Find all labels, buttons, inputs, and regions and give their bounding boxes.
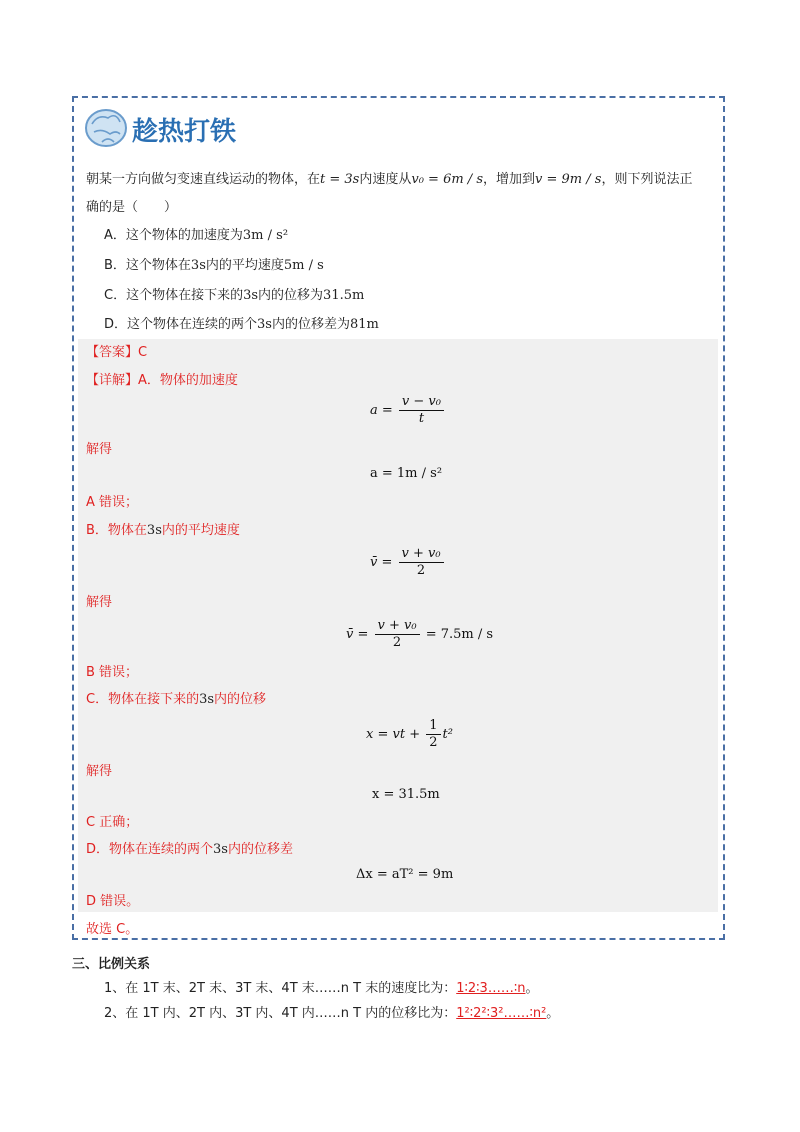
eq1-lhs: a = [370,403,393,418]
solve-2: 解得 [86,595,113,610]
c-verdict: C 正确； [86,815,139,830]
equation-1 [370,394,446,427]
option-d [104,315,379,335]
stem-part4: ，则下列说法正 [601,172,693,187]
a-verdict: A 错误； [86,495,139,510]
option-b [104,256,324,276]
option-c-value: 31.5m [323,288,365,303]
option-b-value: 5m / s [283,258,324,273]
ratio-item-1-end: 。 [525,981,539,996]
ratio-item-1-answer: 1∶2∶3……∶n [456,981,526,996]
equation-3 [370,546,446,579]
question-stem-line2: 确的是（ ） [86,200,178,215]
detail-label: 【详解】 [86,373,139,388]
eq4-den: 2 [392,635,402,650]
equation-7: Δx = aT² = 9m [356,867,454,882]
d-intro-2: 内的位移差 [227,842,293,857]
option-a-prefix: A．这个物体的加速度为 [104,228,243,243]
b-intro [86,521,240,541]
ratio-item-2-prefix: 2、在 1T 内、2T 内、3T 内、4T 内……n T 内的位移比为： [104,1006,457,1021]
logo-text: 趁热打铁 [132,117,237,147]
option-a [104,226,288,246]
eq4-lhs: v̄ = [346,627,369,642]
conclusion: 故选 C。 [86,922,139,937]
d-verdict: D 错误。 [86,894,140,909]
section-3-title: 三、比例关系 [72,957,151,972]
ratio-item-1-prefix: 1、在 1T 末、2T 末、3T 末、4T 末……n T 末的速度比为： [104,981,457,996]
b-intro-2: 内的平均速度 [161,523,240,538]
eq1-den: t [418,411,425,426]
eq3-num: v + v₀ [399,546,444,563]
option-d-prefix: D．这个物体在连续的两个 [104,317,258,332]
option-d-mid: 3s [257,317,272,332]
option-b-suffix: 内的平均速度 [205,258,284,273]
c-intro-2: 内的位移 [214,692,267,707]
a-intro: A．物体的加速度 [138,373,238,388]
eq5-num: 1 [426,718,440,735]
eq5-lhs: x = vt + [366,727,421,742]
eq4-rhs: = 7.5m / s [425,627,494,642]
eq5-frac [426,718,440,751]
ratio-item-2-answer: 1²∶2²∶3²……∶n² [456,1006,547,1021]
ratio-item-2-end: 。 [546,1006,560,1021]
equation-6: x = 31.5m [372,787,440,802]
d-intro-1: D．物体在连续的两个 [86,842,214,857]
option-d-value: 81m [349,317,379,332]
eq5-den: 2 [429,735,438,750]
solve-1: 解得 [86,442,113,457]
stem-part3: ，增加到 [483,172,536,187]
ratio-item-2 [104,1004,559,1024]
option-c-mid: 3s [243,288,259,303]
equation-2: a = 1m / s² [370,466,443,481]
question-stem-line1 [86,170,692,190]
equation-4 [346,618,493,651]
c-intro-mid: 3s [199,692,215,707]
option-d-suffix: 内的位移差为 [271,317,350,332]
stem-v: v = 9m / s [535,172,602,187]
d-intro-mid: 3s [213,842,228,857]
c-intro-1: C．物体在接下来的 [86,692,200,707]
option-c-prefix: C．这个物体在接下来的 [104,288,244,303]
eq3-den: 2 [416,563,426,578]
stem-part2: 内速度从 [359,172,412,187]
ratio-item-1 [104,979,538,999]
eq1-frac [399,394,444,427]
eq3-frac [399,546,444,579]
detail-a-line [86,371,238,391]
c-intro [86,690,266,710]
eq4-num: v + v₀ [375,618,420,635]
option-c-suffix: 内的位移为 [258,288,324,303]
option-b-mid: 3s [190,258,206,273]
eq4-frac [375,618,420,651]
option-c [104,286,364,306]
brain-logo-icon [82,102,262,154]
solve-3: 解得 [86,764,113,779]
option-a-value: 3m / s² [242,228,289,243]
eq5-rhs: t² [442,727,453,742]
stem-t: t = 3s [320,172,360,187]
b-verdict: B 错误； [86,665,139,680]
eq1-num: v − v₀ [399,394,444,411]
eq3-lhs: v̄ = [370,555,393,570]
stem-part1: 朝某一方向做匀变速直线运动的物体，在 [86,172,321,187]
answer-label: 【答案】C [86,345,148,360]
b-intro-1: B．物体在 [86,523,147,538]
option-b-prefix: B．这个物体在 [104,258,191,273]
b-intro-mid: 3s [146,523,162,538]
d-intro [86,840,293,860]
equation-5 [366,718,453,751]
stem-v0: v₀ = 6m / s [411,172,483,187]
